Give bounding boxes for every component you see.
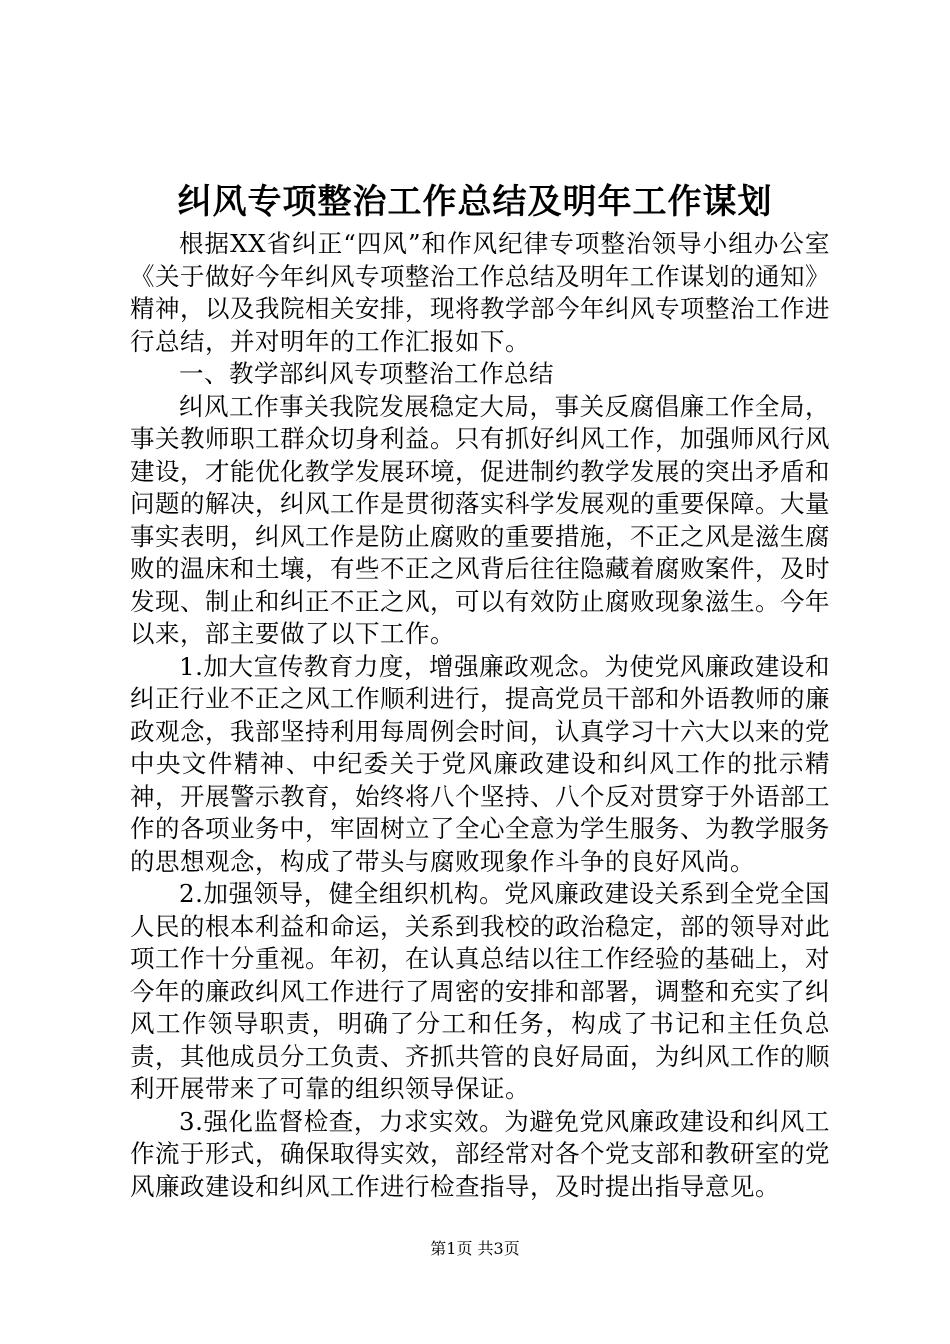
document-body [130,228,830,1203]
page-footer: 第1页 共3页 [430,1239,520,1258]
paragraph-item-1: 1.加大宣传教育力度，增强廉政观念。为使党风廉政建设和纠正行业不正之风工作顺利进行，提高党员干部和外语教师的廉政观念，我部坚持利用每周例会时间，认真学习十六大以来的党中央文件精神、中纪委关于党风廉政建设和纠风工作的批示精神，开展警示教育，始终将八个坚持、八个反对贯穿于外语部工作的各项业务中，牢固树立了全心全意为学生服务、为教学服务的思想观念，构成了带头与腐败现象作斗争的良好风尚。 [130,651,830,876]
paragraph-intro: 根据XX省纠正“四风”和作风纪律专项整治领导小组办公室《关于做好今年纠风专项整治工作总结及明年工作谋划的通知》精神，以及我院相关安排，现将教学部今年纠风专项整治工作进行总结，并对明年的工作汇报如下。 [130,229,830,356]
paragraph-item-2: 2.加强领导，健全组织机构。党风廉政建设关系到全党全国人民的根本利益和命运，关系到我校的政治稳定，部的领导对此项工作十分重视。年初，在认真总结以往工作经验的基础上，对今年的廉政纠风工作进行了周密的安排和部署，调整和充实了纠风工作领导职责，明确了分工和任务，构成了书记和主任负总责，其他成员分工负责、齐抓共管的良好局面，为纠风工作的顺利开展带来了可靠的组织领导保证。 [130,879,830,1103]
paragraph-item-3: 3.强化监督检查，力求实效。为避免党风廉政建设和纠风工作流于形式，确保取得实效，部经常对各个党支部和教研室的党风廉政建设和纠风工作进行检查指导，及时提出指导意见。 [130,1106,830,1201]
section-heading: 一、教学部纠风专项整治工作总结 [179,359,554,388]
document-title: 纠风专项整治工作总结及明年工作谋划 [177,182,773,222]
paragraph-overview: 纠风工作事关我院发展稳定大局，事关反腐倡廉工作全局，事关教师职工群众切身利益。只有抓好纠风工作，加强师风行风建设，才能优化教学发展环境，促进制约教学发展的突出矛盾和问题的解决，纠风工作是贯彻落实科学发展观的重要保障。大量事实表明，纠风工作是防止腐败的重要措施，不正之风是滋生腐败的温床和土壤，有些不正之风背后往往隐藏着腐败案件，及时发现、制止和纠正不正之风，可以有效防止腐败现象滋生。今年以来，部主要做了以下工作。 [130,391,830,648]
